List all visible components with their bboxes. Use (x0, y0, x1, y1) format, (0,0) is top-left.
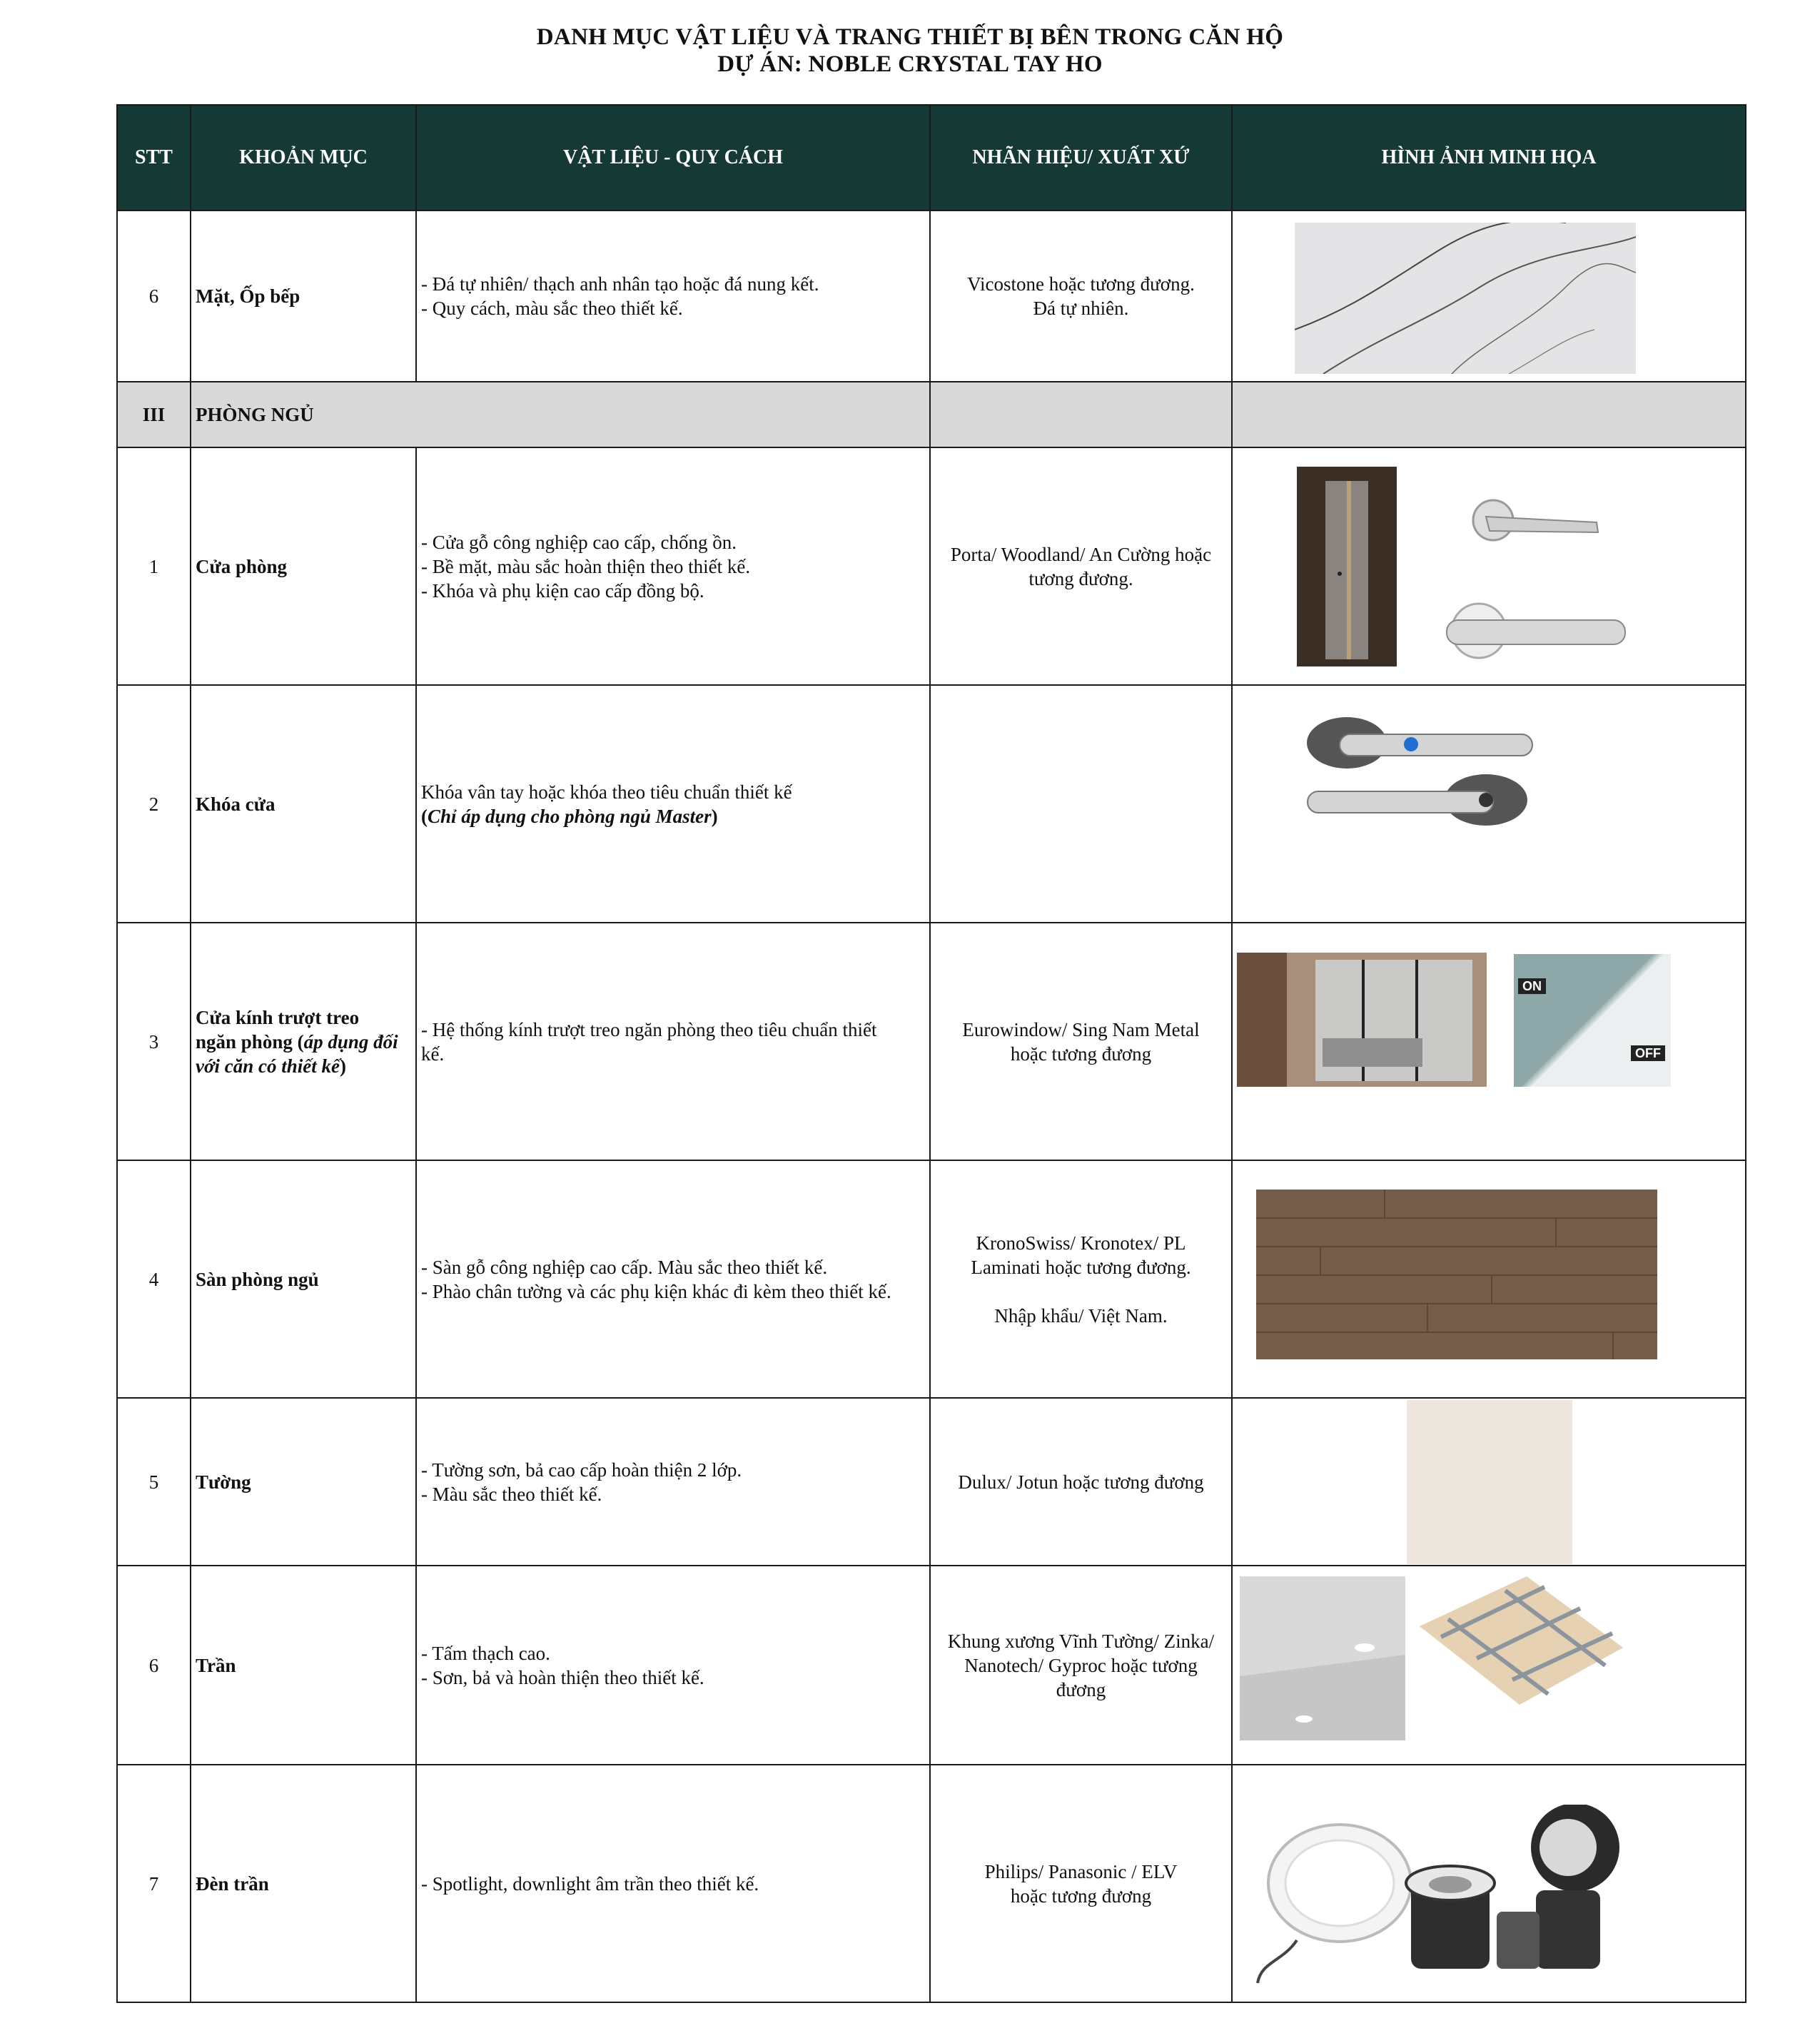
table-row (117, 1160, 1746, 1398)
row-item: Khóa cửa (191, 685, 416, 923)
downlight-icon (1254, 1805, 1654, 1990)
brand-line: Vicostone hoặc tương đương. (967, 273, 1195, 295)
row-item (191, 923, 416, 1160)
brand-line: đương (1056, 1678, 1106, 1700)
row-item: Tường (191, 1398, 416, 1566)
wood-floor-icon (1256, 1190, 1657, 1359)
table-row (117, 211, 1746, 382)
row-image-cell (1232, 1160, 1746, 1398)
col-header-stt: STT (117, 105, 191, 211)
spec-line: - Tấm thạch cao. (421, 1642, 550, 1664)
spec-line: Khóa vân tay hoặc khóa theo tiêu chuẩn thiết kế (421, 781, 792, 803)
sliding-glass-icon (1237, 953, 1487, 1087)
row-brand (930, 1160, 1232, 1398)
table-row (117, 1765, 1746, 2002)
brand-line: Nanotech/ Gyproc hoặc tương (964, 1654, 1198, 1676)
brand-line: hoặc tương đương (1010, 1043, 1152, 1065)
spec-note (421, 804, 925, 828)
note-close: ) (711, 805, 718, 827)
row-spec (416, 1566, 930, 1765)
section-row (117, 382, 1746, 447)
badge-on: ON (1518, 978, 1546, 994)
section-empty (930, 382, 1232, 447)
table-header-row (117, 105, 1746, 211)
stone-slab-icon (1295, 223, 1636, 374)
item-text: ) (339, 1055, 346, 1077)
row-stt: 3 (117, 923, 191, 1160)
row-stt: 6 (117, 211, 191, 382)
row-image-cell (1232, 447, 1746, 685)
brand-line: Porta/ Woodland/ An Cường hoặc (950, 543, 1212, 565)
ceiling-room-image (1240, 1576, 1405, 1740)
fingerprint-lock-icon (1304, 714, 1547, 836)
row-image-cell (1232, 685, 1746, 923)
project-title: DỰ ÁN: NOBLE CRYSTAL TAY HO (717, 51, 1103, 77)
row-spec (416, 923, 930, 1160)
spec-line: - Cửa gỗ công nghiệp cao cấp, chống ồn. (421, 531, 737, 553)
item-line (196, 1054, 413, 1078)
item-italic: áp dụng đối (303, 1030, 398, 1053)
spec-line: - Hệ thống kính trượt treo ngăn phòng theo tiêu chuẩn thiết (421, 1018, 877, 1040)
brand-line: Philips/ Panasonic / ELV (984, 1860, 1178, 1882)
note-open: ( (421, 805, 428, 827)
section-title: PHÒNG NGỦ (191, 382, 930, 447)
table-row (117, 1398, 1746, 1566)
row-image-cell (1232, 923, 1746, 1160)
item-line: Cửa kính trượt treo (196, 1006, 360, 1028)
brand-line: Dulux/ Jotun hoặc tương đương (958, 1471, 1204, 1493)
brand-line: Nhập khẩu/ Việt Nam. (994, 1304, 1168, 1327)
brand-line: Khung xương Vĩnh Tường/ Zinka/ (947, 1630, 1215, 1652)
col-header-spec: VẬT LIỆU - QUY CÁCH (416, 105, 930, 211)
item-text: ngăn phòng ( (196, 1030, 304, 1053)
row-image-cell (1232, 1765, 1746, 2002)
paint-swatch-icon (1407, 1400, 1572, 1564)
row-brand (930, 923, 1232, 1160)
row-item: Sàn phòng ngủ (191, 1160, 416, 1398)
brand-line (938, 1279, 1224, 1304)
row-stt: 4 (117, 1160, 191, 1398)
row-image-cell (1232, 1398, 1746, 1566)
col-header-image: HÌNH ẢNH MINH HỌA (1232, 105, 1746, 211)
brand-line: hoặc tương đương (1010, 1885, 1152, 1907)
brand-line: tương đương. (1028, 567, 1133, 589)
badge-off: OFF (1631, 1045, 1665, 1061)
section-stt: III (117, 382, 191, 447)
row-spec (416, 447, 930, 685)
brand-line: Eurowindow/ Sing Nam Metal (962, 1018, 1200, 1040)
row-image-cell (1232, 211, 1746, 382)
row-brand (930, 1398, 1232, 1566)
row-spec (416, 1160, 930, 1398)
brand-line: Laminati hoặc tương đương. (971, 1256, 1191, 1278)
document-title: DANH MỤC VẬT LIỆU VÀ TRANG THIẾT BỊ BÊN TRONG CĂN HỘ (536, 24, 1284, 50)
table-row (117, 1566, 1746, 1765)
row-item: Cửa phòng (191, 447, 416, 685)
smart-glass-image (1514, 954, 1671, 1087)
spec-line: - Phào chân tường và các phụ kiện khác đi kèm theo thiết kế. (421, 1280, 891, 1302)
table-row (117, 685, 1746, 923)
brand-line: KronoSwiss/ Kronotex/ PL (976, 1232, 1186, 1254)
row-spec (416, 685, 930, 923)
row-item: Trần (191, 1566, 416, 1765)
row-brand (930, 211, 1232, 382)
spec-line: - Bề mặt, màu sắc hoàn thiện theo thiết kế. (421, 555, 751, 577)
row-brand (930, 447, 1232, 685)
row-brand (930, 1765, 1232, 2002)
row-spec (416, 1398, 930, 1566)
row-stt: 1 (117, 447, 191, 685)
row-stt: 6 (117, 1566, 191, 1765)
row-stt: 5 (117, 1398, 191, 1566)
spec-line: kế. (421, 1043, 445, 1065)
door-and-handles-icon (1297, 467, 1632, 666)
table-row (117, 447, 1746, 685)
spec-line: - Màu sắc theo thiết kế. (421, 1483, 602, 1505)
table-row (117, 923, 1746, 1160)
row-spec (416, 1765, 930, 2002)
spec-line: - Spotlight, downlight âm trần theo thiết kế. (421, 1872, 759, 1895)
row-image-cell (1232, 1566, 1746, 1765)
row-item: Đèn trần (191, 1765, 416, 2002)
spec-line: - Quy cách, màu sắc theo thiết kế. (421, 298, 683, 319)
item-italic: với căn có thiết kế (196, 1055, 340, 1077)
spec-line: - Tường sơn, bả cao cấp hoàn thiện 2 lớp. (421, 1459, 742, 1481)
brand-line: Đá tự nhiên. (1033, 298, 1129, 319)
item-line (196, 1030, 413, 1054)
row-stt: 7 (117, 1765, 191, 2002)
section-empty (1232, 382, 1746, 447)
materials-table (116, 104, 1746, 2003)
row-brand (930, 1566, 1232, 1765)
col-header-item: KHOẢN MỤC (191, 105, 416, 211)
spec-line: - Khóa và phụ kiện cao cấp đồng bộ. (421, 579, 704, 602)
spec-line: - Sàn gỗ công nghiệp cao cấp. Màu sắc theo thiết kế. (421, 1256, 828, 1278)
spec-line: - Đá tự nhiên/ thạch anh nhân tạo hoặc đá nung kết. (421, 273, 819, 295)
row-spec (416, 211, 930, 382)
row-stt: 2 (117, 685, 191, 923)
note-text: Chỉ áp dụng cho phòng ngủ Master (428, 805, 712, 827)
row-item: Mặt, Ốp bếp (191, 211, 416, 382)
row-brand (930, 685, 1232, 923)
ceiling-frame-icon (1420, 1576, 1623, 1705)
spec-line: - Sơn, bả và hoàn thiện theo thiết kế. (421, 1666, 704, 1688)
col-header-brand: NHÃN HIỆU/ XUẤT XỨ (930, 105, 1232, 211)
